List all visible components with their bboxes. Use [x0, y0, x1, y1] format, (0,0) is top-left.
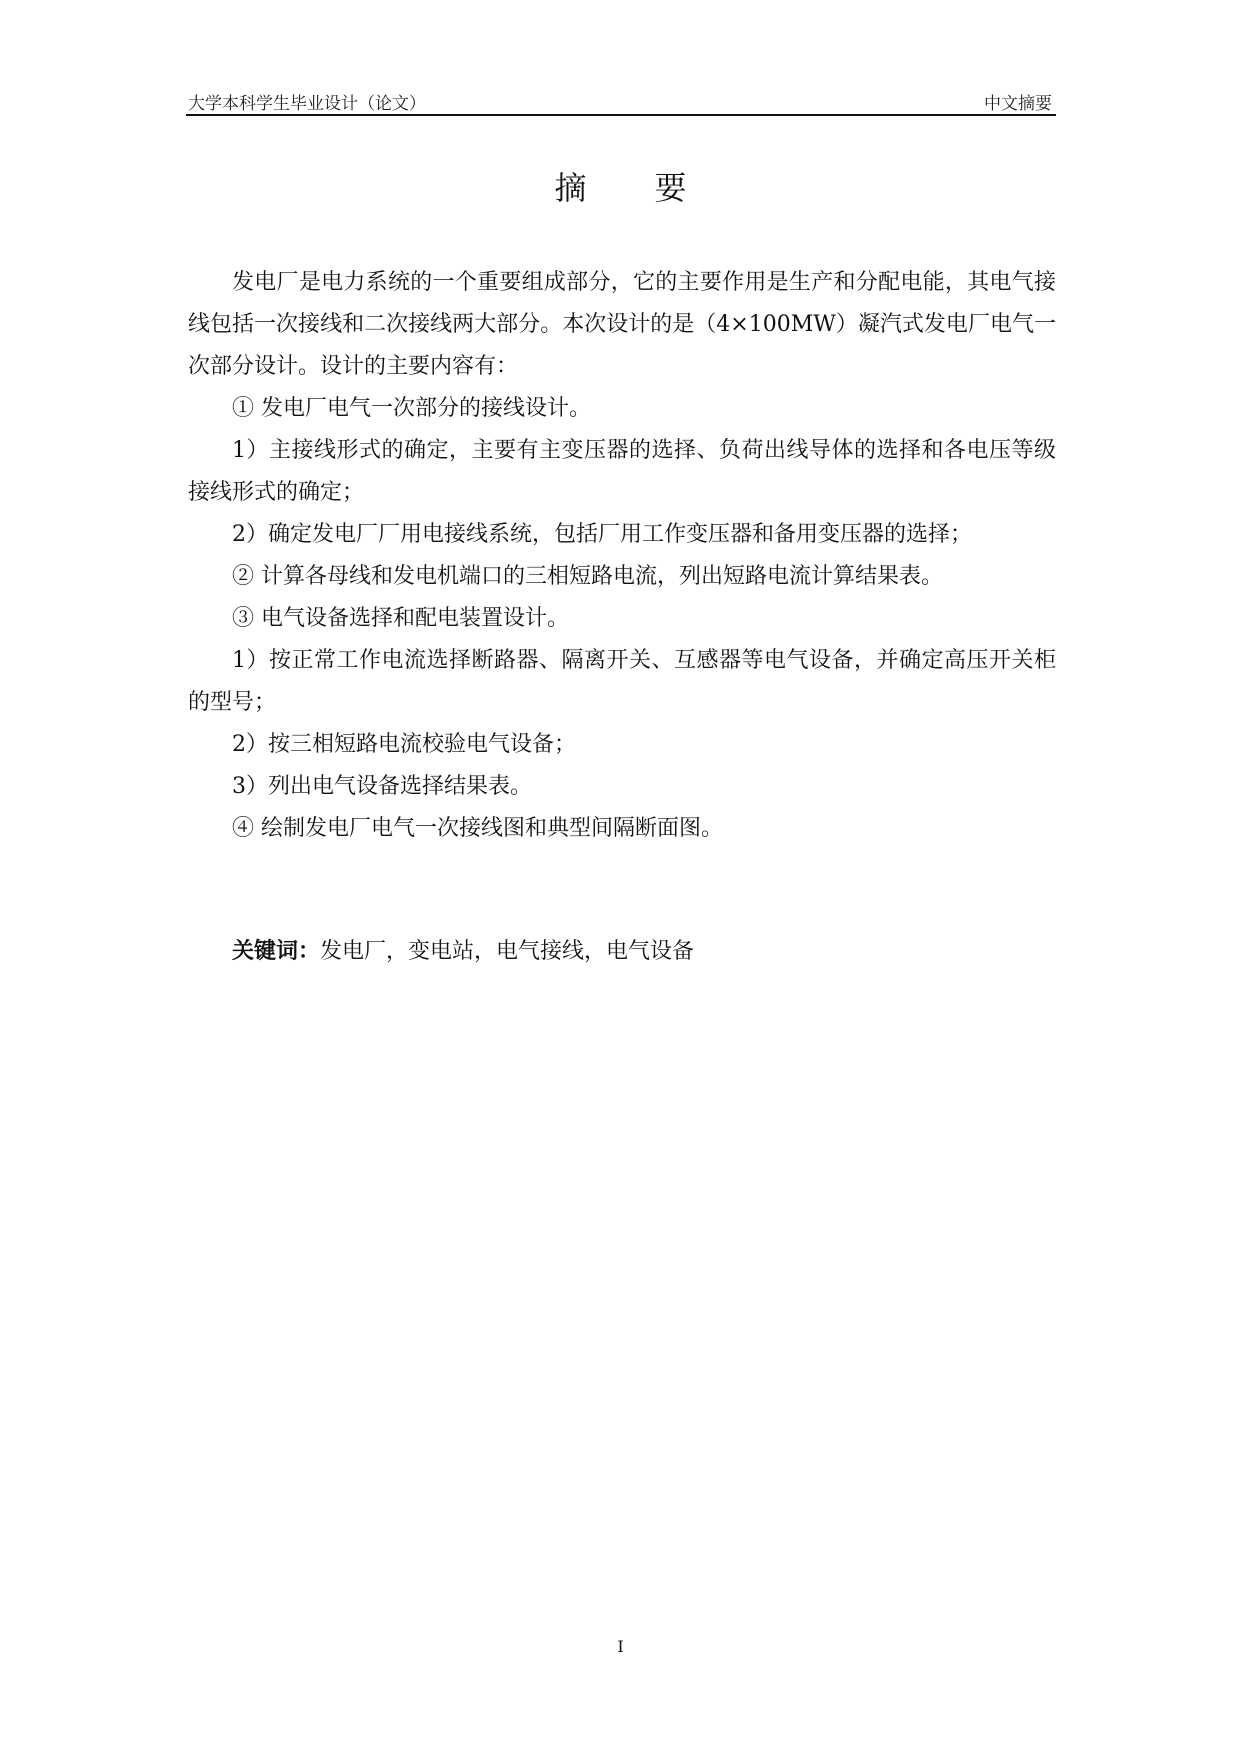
content-subitem-3-2: 2）按三相短路电流校验电气设备； [232, 732, 576, 757]
content-subitem-3-3: 3）列出电气设备选择结果表。 [232, 774, 532, 799]
header-section-name: 中文摘要 [984, 94, 1052, 114]
content-item-4: ④ 绘制发电厂电气一次接线图和典型间隔断面图。 [232, 816, 723, 841]
title-char-2: 要 [654, 169, 687, 207]
header-thesis-title: 大学本科学生毕业设计（论文） [188, 94, 426, 114]
abstract-title [0, 163, 1241, 209]
keywords-label: 关键词： [232, 939, 321, 964]
abstract-intro-paragraph: 发电厂是电力系统的一个重要组成部分，它的主要作用是生产和分配电能，其电气接线包括一次接线和二次接线两大部分。本次设计的是（4×100MW）凝汽式发电厂电气一次部分设计。设计的主要内容有： [188, 270, 1056, 379]
content-item-3: ③ 电气设备选择和配电装置设计。 [232, 606, 569, 631]
header-divider [186, 114, 1056, 116]
keywords-line [232, 934, 694, 965]
content-subitem-1-1: 1）主接线形式的确定，主要有主变压器的选择、负荷出线导体的选择和各电压等级接线形式的确定； [188, 438, 1056, 505]
title-char-1: 摘 [554, 169, 587, 207]
content-item-2: ② 计算各母线和发电机端口的三相短路电流，列出短路电流计算结果表。 [232, 564, 943, 589]
page-number: I [617, 1637, 624, 1656]
keywords-text: 发电厂，变电站，电气接线，电气设备 [320, 939, 695, 964]
abstract-body [188, 262, 1056, 850]
content-subitem-3-1: 1）按正常工作电流选择断路器、隔离开关、互感器等电气设备，并确定高压开关柜的型号； [188, 648, 1056, 715]
content-item-1: ① 发电厂电气一次部分的接线设计。 [232, 396, 591, 421]
running-header [186, 86, 1056, 116]
content-subitem-1-2: 2）确定发电厂厂用电接线系统，包括厂用工作变压器和备用变压器的选择； [232, 522, 972, 547]
